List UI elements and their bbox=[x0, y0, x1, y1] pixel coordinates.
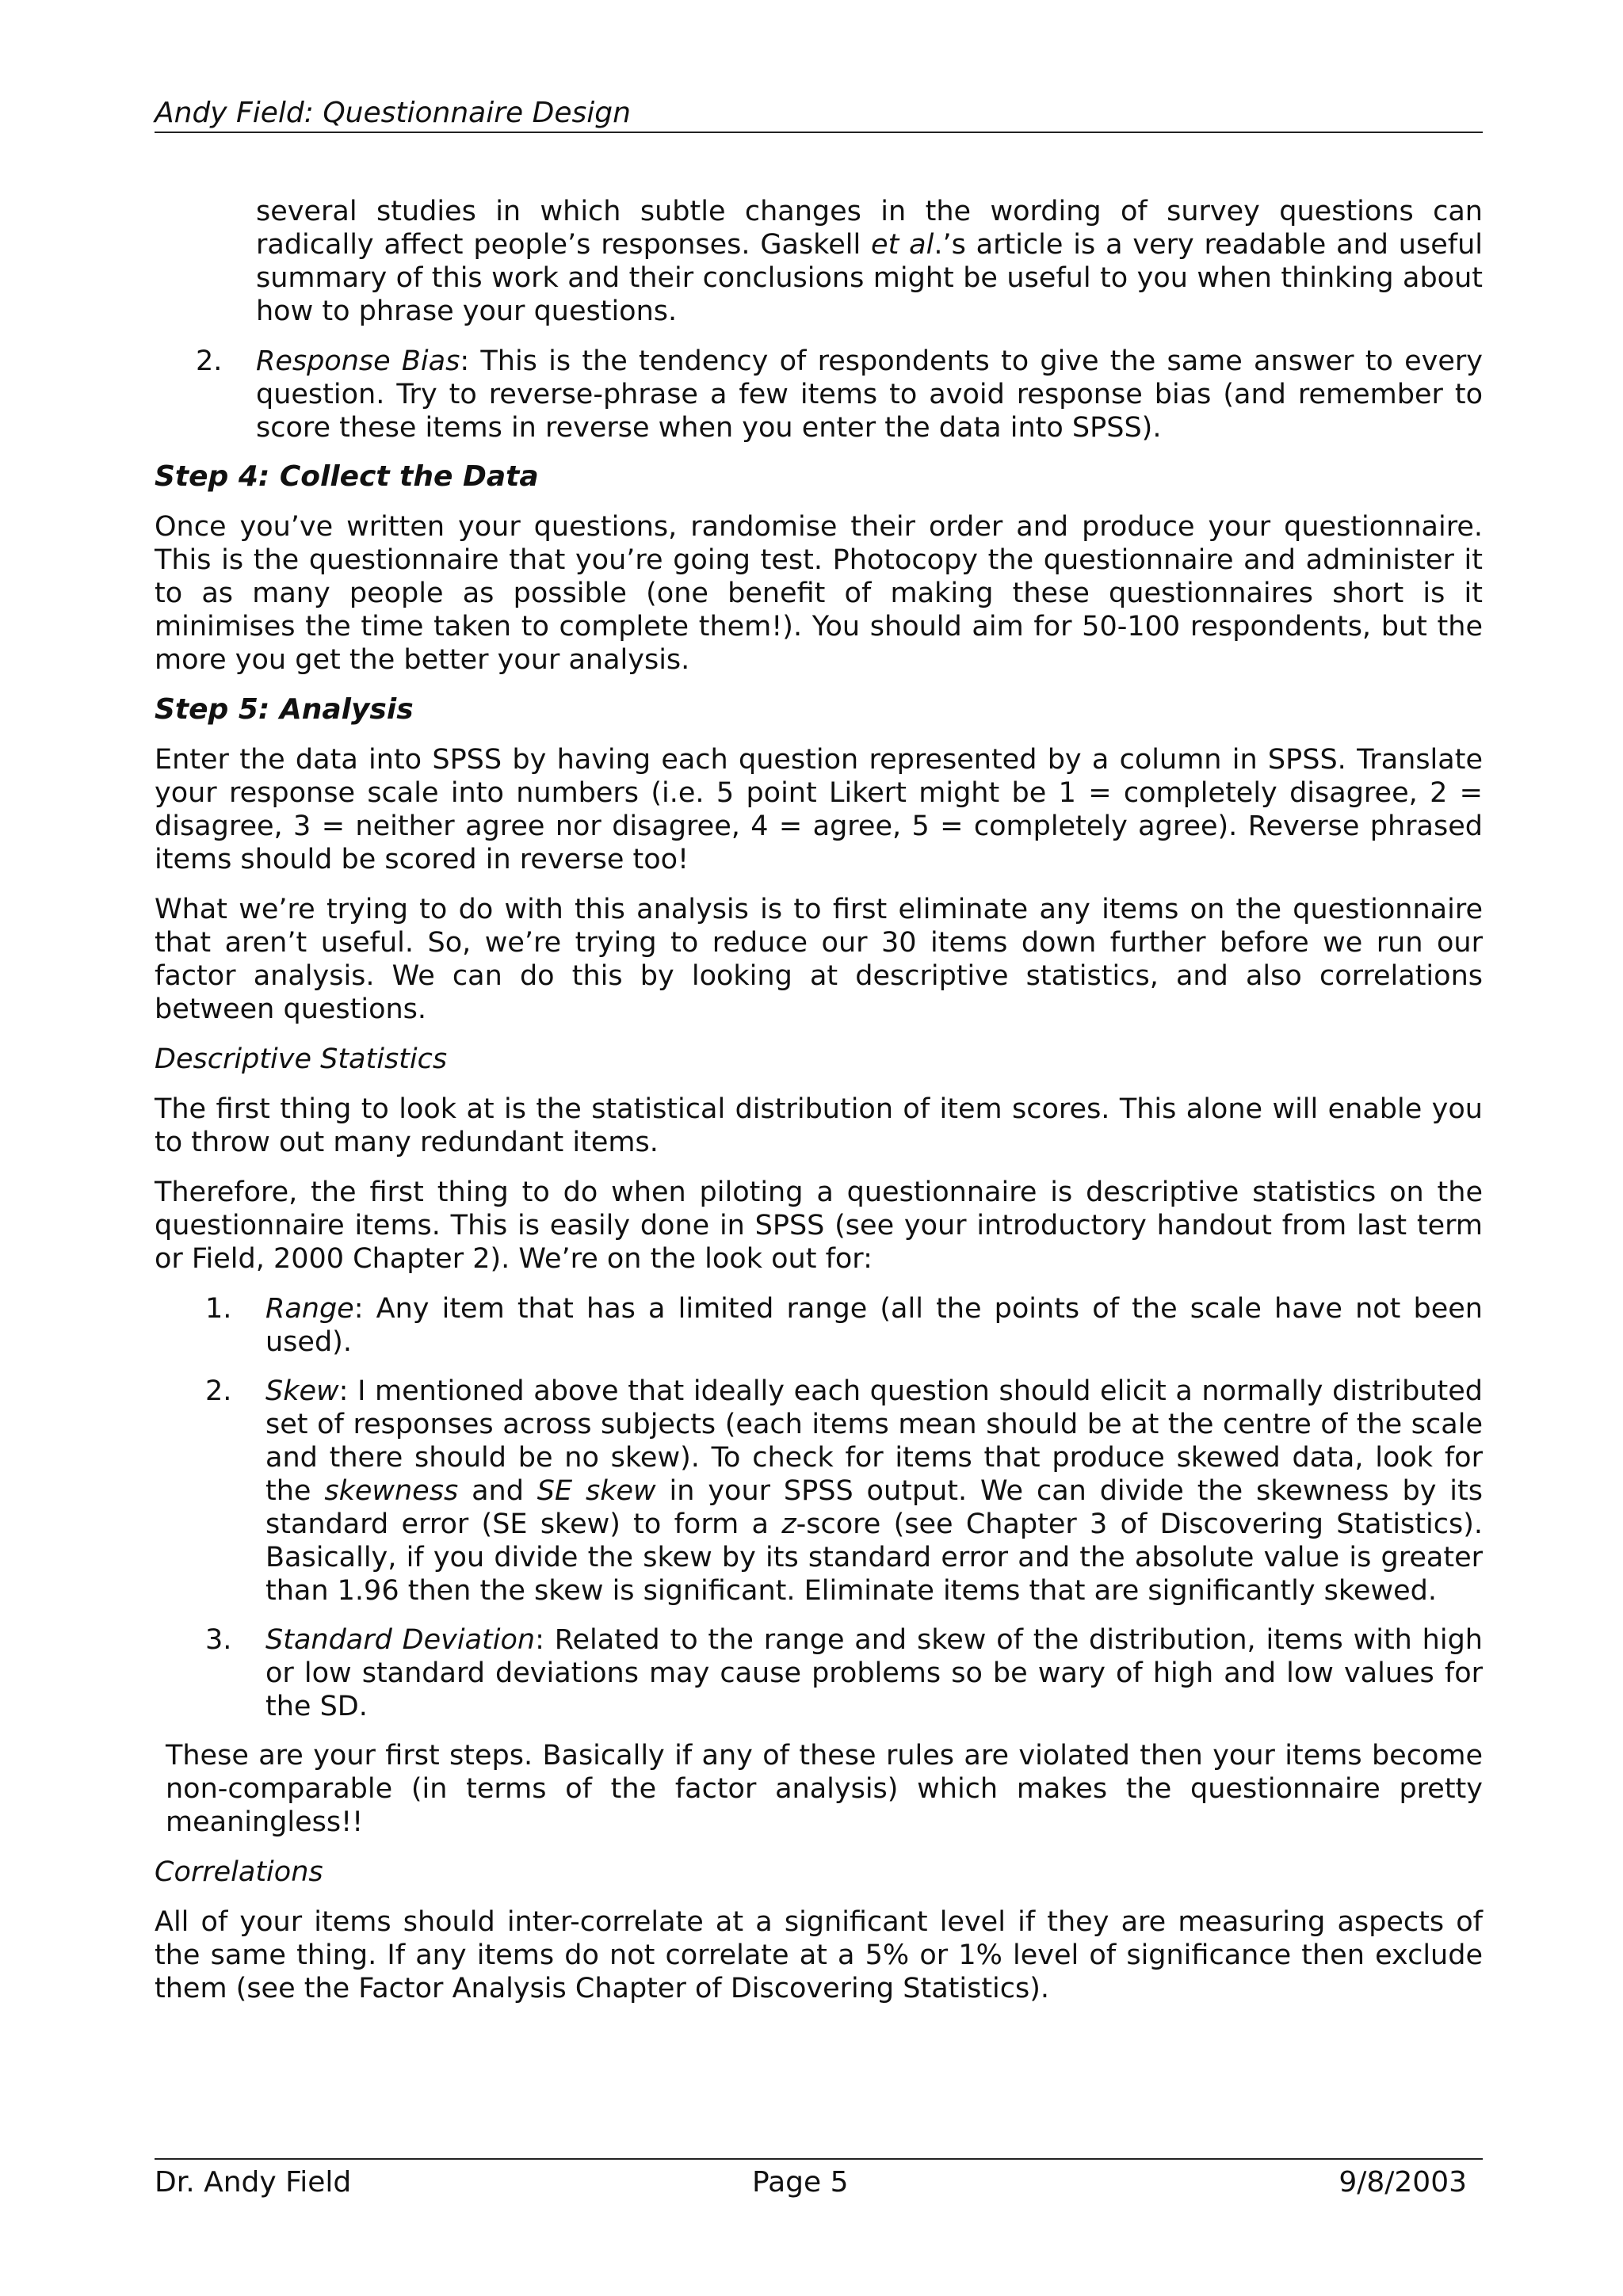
list-item-range bbox=[205, 1292, 1483, 1359]
list-number: 1. bbox=[205, 1293, 232, 1325]
intro-continuation-paragraph bbox=[256, 195, 1483, 328]
list-text: -score (see Chapter 3 of Discovering Statistics). Basically, if you divide the skew by its standard error and the absolute value is greater than 1.96 then the skew is significant. Eliminate items that are significantly skewed. bbox=[265, 1508, 1483, 1607]
page-footer bbox=[155, 2158, 1483, 2199]
intro-text-2: .’s article is a very readable and useful summary of this work and their conclusions might be useful to you when thinking about how to phrase your questions. bbox=[256, 229, 1483, 327]
correlations-paragraph: All of your items should inter-correlate at a significant level if they are measuring aspects of the same thing. If any items do not correlate at a 5% or 1% level of significance then exclude them (see the Factor Analysis Chapter of Discovering Statistics). bbox=[155, 1906, 1483, 2004]
list-item-skew bbox=[205, 1375, 1483, 1608]
list-italic: z bbox=[781, 1508, 796, 1540]
step5-paragraph-2: What we’re trying to do with this analysis is to first eliminate any items on the questionnaire that aren’t useful. So, we’re trying to reduce our 30 items down further before we run our factor analysis. We can do this by looking at descriptive statistics, and also correlations between questions. bbox=[155, 894, 1483, 1025]
step5-paragraph-1: Enter the data into SPSS by having each question represented by a column in SPSS. Translate your response scale into numbers (i.e. 5 point Likert might be 1 = completely disagree, 2 = disagree, 3 = neither agree nor disagree, 4 = agree, 5 = completely agree). Reverse phrased items should be scored in reverse too! bbox=[155, 744, 1483, 875]
step4-paragraph: Once you’ve written your questions, randomise their order and produce your questionnaire. This is the questionnaire that you’re going test. Photocopy the questionnaire and administer it to as many people as possible (one benefit of making these questionnaires short is it minimises the time taken to complete them!). You should aim for 50-100 respondents, but the more you get the better your analysis. bbox=[155, 511, 1483, 676]
header-title: Andy Field: Questionnaire Design bbox=[155, 97, 631, 129]
list-text: : Any item that has a limited range (all the points of the scale have not been used). bbox=[265, 1293, 1483, 1358]
list-item-response-bias bbox=[196, 345, 1483, 444]
list-term: Skew bbox=[265, 1375, 339, 1407]
list-item-standard-deviation bbox=[205, 1623, 1483, 1723]
list-text: in your SPSS output. We can divide the skewness by its standard error (SE skew) to form a bbox=[265, 1475, 1483, 1540]
list-italic: skewness bbox=[324, 1475, 459, 1507]
page-body bbox=[155, 195, 1483, 2022]
list-term: Range bbox=[265, 1293, 354, 1325]
list-number: 2. bbox=[196, 345, 223, 377]
footer-date: 9/8/2003 bbox=[1338, 2166, 1467, 2199]
list-text: : This is the tendency of respondents to give the same answer to every question. Try to reverse-phrase a few items to avoid response bias (and remember to score these items in reverse when you enter the data into SPSS). bbox=[256, 345, 1483, 444]
list-text: : I mentioned above that ideally each question should elicit a normally distributed set of responses across subjects (each items mean should be at the centre of the scale and there should be no skew). To check for items that produce skewed data, look for the bbox=[265, 1375, 1483, 1507]
intro-text-1: several studies in which subtle changes in the wording of survey questions can radically affect people’s responses. Gaskell bbox=[256, 196, 1483, 261]
step5-heading: Step 5: Analysis bbox=[155, 693, 414, 726]
list-text: : Related to the range and skew of the distribution, items with high or low standard deviations may cause problems so be wary of high and low values for the SD. bbox=[265, 1624, 1483, 1722]
descriptive-paragraph-2: Therefore, the first thing to do when piloting a questionnaire is descriptive statistics on the questionnaire items. This is easily done in SPSS (see your introductory handout from last term or Field, 2000 Chapter 2). We’re on the look out for: bbox=[155, 1177, 1483, 1275]
list-number: 3. bbox=[205, 1624, 232, 1656]
running-header bbox=[155, 97, 1483, 133]
footer-author: Dr. Andy Field bbox=[155, 2166, 352, 2199]
descriptive-paragraph-1: The first thing to look at is the statistical distribution of item scores. This alone will enable you to throw out many redundant items. bbox=[155, 1093, 1483, 1158]
list-term: Response Bias bbox=[256, 345, 460, 377]
list-number: 2. bbox=[205, 1375, 232, 1407]
correlations-heading: Correlations bbox=[155, 1856, 323, 1888]
descriptive-closing-paragraph: These are your first steps. Basically if any of these rules are violated then your items become non-comparable (in terms of the factor analysis) which makes the questionnaire pretty meaningless!! bbox=[166, 1740, 1483, 1838]
intro-italic: et al bbox=[871, 229, 934, 261]
footer-page-number: Page 5 bbox=[752, 2166, 849, 2199]
descriptive-heading: Descriptive Statistics bbox=[155, 1043, 448, 1075]
list-italic: SE skew bbox=[537, 1475, 656, 1507]
list-term: Standard Deviation bbox=[265, 1624, 536, 1656]
list-text: and bbox=[458, 1475, 537, 1507]
step4-heading: Step 4: Collect the Data bbox=[155, 460, 539, 493]
